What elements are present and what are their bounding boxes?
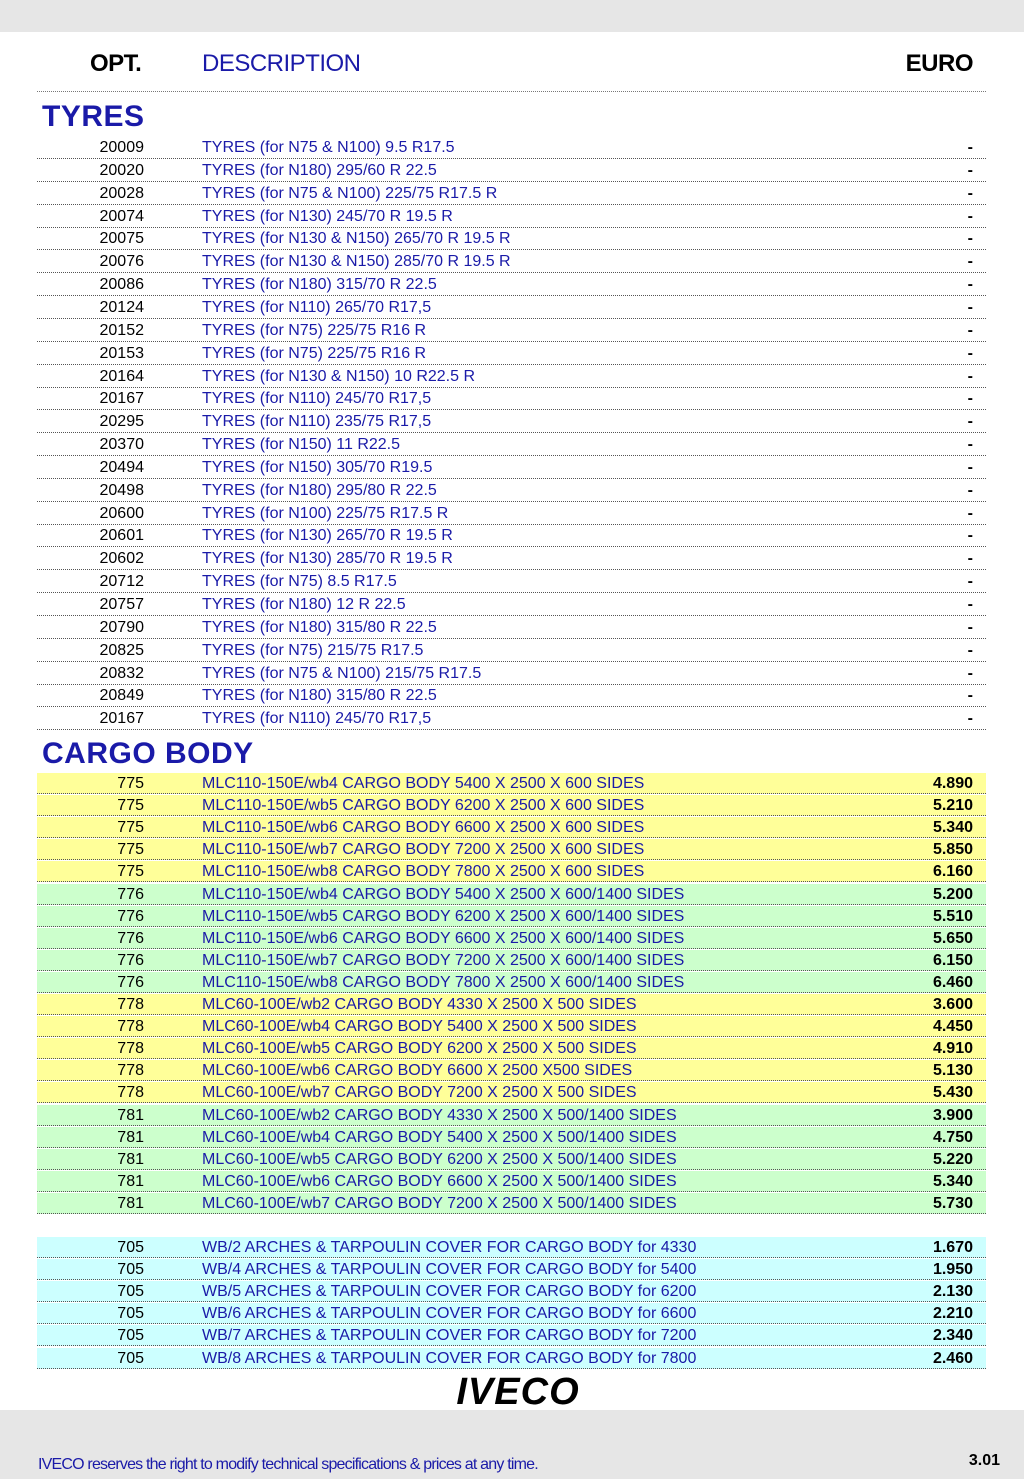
option-price: -	[967, 276, 973, 294]
option-description: TYRES (for N180) 315/70 R 22.5	[202, 276, 437, 294]
table-row	[37, 503, 986, 525]
option-description: MLC60-100E/wb6 CARGO BODY 6600 X 2500 X 500/1400 SIDES	[202, 1172, 677, 1190]
table-row	[37, 708, 986, 730]
option-description: MLC60-100E/wb5 CARGO BODY 6200 X 2500 X 500/1400 SIDES	[202, 1150, 677, 1168]
option-code: 20498	[99, 481, 144, 499]
option-description: MLC110-150E/wb6 CARGO BODY 6600 X 2500 X 600/1400 SIDES	[202, 929, 685, 947]
option-price: -	[967, 618, 973, 636]
option-description: WB/8 ARCHES & TARPOULIN COVER FOR CARGO BODY for 7800	[202, 1349, 697, 1367]
option-description: MLC110-150E/wb6 CARGO BODY 6600 X 2500 X 600 SIDES	[202, 819, 645, 837]
option-description: TYRES (for N180) 295/60 R 22.5	[202, 161, 437, 179]
option-code: 20167	[99, 390, 144, 408]
option-price: -	[967, 161, 973, 179]
option-code: 705	[117, 1327, 144, 1345]
table-row	[37, 773, 986, 794]
option-description: TYRES (for N130) 245/70 R 19.5 R	[202, 207, 453, 225]
option-description: MLC60-100E/wb4 CARGO BODY 5400 X 2500 X 500/1400 SIDES	[202, 1128, 677, 1146]
option-code: 778	[117, 996, 144, 1013]
option-description: TYRES (for N110) 245/70 R17,5	[202, 390, 432, 408]
option-price: -	[967, 458, 973, 476]
option-price: 2.460	[932, 1349, 973, 1367]
option-description: TYRES (for N75) 225/75 R16 R	[202, 321, 427, 339]
option-price: -	[967, 139, 973, 156]
table-row	[37, 137, 986, 159]
option-price: 5.510	[932, 907, 973, 925]
top-band	[0, 0, 1024, 32]
table-row	[37, 1281, 986, 1302]
option-description: TYRES (for N180) 315/80 R 22.5	[202, 618, 437, 636]
option-code: 775	[117, 775, 144, 792]
option-code: 781	[117, 1172, 144, 1190]
option-price: -	[967, 527, 973, 545]
table-row	[37, 411, 986, 433]
option-description: TYRES (for N110) 245/70 R17,5	[202, 710, 432, 728]
table-row	[37, 548, 986, 570]
option-code: 20712	[99, 573, 144, 591]
option-code: 20370	[99, 436, 144, 454]
option-price: -	[967, 207, 973, 225]
option-code: 776	[117, 885, 144, 903]
option-price: -	[967, 298, 973, 316]
option-price: 5.850	[932, 841, 973, 859]
option-code: 20124	[99, 298, 144, 316]
option-code: 776	[117, 973, 144, 991]
option-code: 20076	[99, 253, 144, 271]
option-code: 20825	[99, 641, 144, 659]
option-code: 705	[117, 1349, 144, 1367]
table-row	[37, 950, 986, 971]
option-description: TYRES (for N110) 235/75 R17,5	[202, 413, 432, 431]
table-row	[37, 343, 986, 365]
option-description: WB/5 ARCHES & TARPOULIN COVER FOR CARGO BODY for 6200	[202, 1283, 697, 1301]
option-description: MLC110-150E/wb5 CARGO BODY 6200 X 2500 X 600 SIDES	[202, 797, 645, 815]
option-price: 3.600	[932, 996, 973, 1013]
option-code: 776	[117, 951, 144, 969]
option-description: WB/4 ARCHES & TARPOULIN COVER FOR CARGO BODY for 5400	[202, 1261, 697, 1279]
table-row	[37, 274, 986, 296]
option-price: -	[967, 321, 973, 339]
option-description: TYRES (for N75 & N100) 9.5 R17.5	[202, 139, 455, 156]
option-code: 20009	[99, 139, 144, 156]
table-row	[37, 206, 986, 228]
table-row	[37, 928, 986, 949]
option-description: MLC60-100E/wb2 CARGO BODY 4330 X 2500 X 500/1400 SIDES	[202, 1106, 677, 1124]
option-code: 20601	[99, 527, 144, 545]
option-description: WB/2 ARCHES & TARPOULIN COVER FOR CARGO BODY for 4330	[202, 1239, 697, 1256]
table-row	[37, 1082, 986, 1103]
page-number: 3.01	[968, 1452, 1000, 1469]
table-row	[37, 795, 986, 816]
header-opt: OPT.	[90, 50, 142, 77]
option-code: 20295	[99, 413, 144, 431]
option-price: 5.200	[932, 885, 973, 903]
table-row	[37, 839, 986, 860]
option-code: 781	[117, 1128, 144, 1146]
table-row	[37, 1259, 986, 1280]
section-title-cargo-body: CARGO BODY	[42, 737, 254, 770]
table-row	[37, 1325, 986, 1346]
option-description: MLC110-150E/wb4 CARGO BODY 5400 X 2500 X 600/1400 SIDES	[202, 885, 685, 903]
option-description: TYRES (for N130 & N150) 265/70 R 19.5 R	[202, 230, 511, 248]
option-description: TYRES (for N150) 11 R22.5	[202, 436, 401, 454]
option-code: 705	[117, 1305, 144, 1323]
table-row	[37, 994, 986, 1015]
option-code: 20074	[99, 207, 144, 225]
table-row	[37, 434, 986, 456]
option-code: 778	[117, 1084, 144, 1102]
option-code: 775	[117, 841, 144, 859]
option-price: 4.910	[932, 1040, 973, 1058]
table-row	[37, 884, 986, 905]
option-description: MLC110-150E/wb4 CARGO BODY 5400 X 2500 X 600 SIDES	[202, 775, 645, 792]
option-code: 20849	[99, 687, 144, 705]
option-code: 20757	[99, 596, 144, 613]
option-price: -	[967, 481, 973, 499]
option-price: -	[967, 573, 973, 591]
option-price: 2.130	[932, 1283, 973, 1301]
option-description: TYRES (for N75) 215/75 R17.5	[202, 641, 424, 659]
table-row	[37, 366, 986, 388]
option-description: TYRES (for N75) 225/75 R16 R	[202, 344, 427, 362]
option-code: 20153	[99, 344, 144, 362]
option-code: 775	[117, 863, 144, 881]
option-code: 20020	[99, 161, 144, 179]
option-code: 20164	[99, 367, 144, 385]
option-description: MLC110-150E/wb5 CARGO BODY 6200 X 2500 X 600/1400 SIDES	[202, 907, 685, 925]
table-row	[37, 457, 986, 479]
option-description: TYRES (for N180) 315/80 R 22.5	[202, 687, 437, 705]
option-price: -	[967, 710, 973, 728]
option-price: 5.340	[932, 819, 973, 837]
table-row	[37, 1171, 986, 1192]
table-row	[37, 1348, 986, 1369]
table-row	[37, 1105, 986, 1126]
option-description: TYRES (for N130 & N150) 10 R22.5 R	[202, 367, 476, 385]
table-row	[37, 228, 986, 250]
option-description: WB/7 ARCHES & TARPOULIN COVER FOR CARGO BODY for 7200	[202, 1327, 697, 1345]
option-description: TYRES (for N180) 295/80 R 22.5	[202, 481, 437, 499]
option-code: 20028	[99, 184, 144, 202]
table-row	[37, 297, 986, 319]
option-price: 1.950	[932, 1261, 973, 1279]
option-code: 20600	[99, 504, 144, 522]
option-code: 705	[117, 1261, 144, 1279]
table-row	[37, 617, 986, 639]
option-price: 1.670	[932, 1239, 973, 1256]
option-code: 776	[117, 929, 144, 947]
section-title-tyres: TYRES	[42, 100, 145, 133]
option-code: 775	[117, 819, 144, 837]
option-price: -	[967, 641, 973, 659]
option-price: 5.130	[932, 1062, 973, 1080]
iveco-logo-text: IVECO	[456, 1374, 580, 1408]
option-code: 20086	[99, 276, 144, 294]
table-row	[37, 1038, 986, 1059]
option-price: 5.730	[932, 1194, 973, 1212]
table-row	[37, 1149, 986, 1170]
table-row	[37, 251, 986, 273]
table-row	[37, 571, 986, 593]
table-row	[37, 320, 986, 342]
option-code: 778	[117, 1040, 144, 1058]
option-code: 20832	[99, 664, 144, 682]
option-price: 4.890	[932, 775, 973, 792]
option-price: 5.220	[932, 1150, 973, 1168]
option-description: TYRES (for N130) 265/70 R 19.5 R	[202, 527, 453, 545]
option-price: -	[967, 550, 973, 568]
option-description: WB/6 ARCHES & TARPOULIN COVER FOR CARGO BODY for 6600	[202, 1305, 697, 1323]
option-description: MLC60-100E/wb5 CARGO BODY 6200 X 2500 X 500 SIDES	[202, 1040, 637, 1058]
option-price: 4.450	[932, 1018, 973, 1036]
option-code: 705	[117, 1283, 144, 1301]
option-price: -	[967, 687, 973, 705]
option-price: 6.460	[932, 973, 973, 991]
option-price: 3.900	[932, 1106, 973, 1124]
option-price: 2.340	[932, 1327, 973, 1345]
option-description: TYRES (for N130) 285/70 R 19.5 R	[202, 550, 453, 568]
table-row	[37, 1127, 986, 1148]
option-price: -	[967, 184, 973, 202]
option-description: MLC60-100E/wb7 CARGO BODY 7200 X 2500 X 500/1400 SIDES	[202, 1194, 677, 1212]
table-row	[37, 1060, 986, 1081]
option-description: MLC60-100E/wb7 CARGO BODY 7200 X 2500 X 500 SIDES	[202, 1084, 637, 1102]
option-code: 781	[117, 1106, 144, 1124]
header-euro: EURO	[905, 50, 973, 77]
option-price: 5.650	[932, 929, 973, 947]
option-description: TYRES (for N110) 265/70 R17,5	[202, 298, 432, 316]
option-price: -	[967, 344, 973, 362]
option-code: 20152	[99, 321, 144, 339]
option-description: MLC110-150E/wb8 CARGO BODY 7800 X 2500 X 600/1400 SIDES	[202, 973, 685, 991]
table-row	[37, 594, 986, 616]
option-description: TYRES (for N130 & N150) 285/70 R 19.5 R	[202, 253, 511, 271]
option-price: -	[967, 504, 973, 522]
table-row	[37, 1016, 986, 1037]
option-code: 778	[117, 1062, 144, 1080]
table-row	[37, 183, 986, 205]
option-price: -	[967, 367, 973, 385]
option-code: 776	[117, 907, 144, 925]
option-price: -	[967, 230, 973, 248]
option-code: 781	[117, 1150, 144, 1168]
option-description: MLC110-150E/wb7 CARGO BODY 7200 X 2500 X 600 SIDES	[202, 841, 645, 859]
option-description: TYRES (for N150) 305/70 R19.5	[202, 458, 433, 476]
table-row	[37, 906, 986, 927]
option-price: 4.750	[932, 1128, 973, 1146]
option-price: -	[967, 436, 973, 454]
option-price: -	[967, 413, 973, 431]
table-row	[37, 1237, 986, 1258]
table-row	[37, 160, 986, 182]
option-description: MLC60-100E/wb4 CARGO BODY 5400 X 2500 X 500 SIDES	[202, 1018, 637, 1036]
table-row	[37, 817, 986, 838]
option-price: 6.150	[932, 951, 973, 969]
option-code: 20075	[99, 230, 144, 248]
option-description: TYRES (for N100) 225/75 R17.5 R	[202, 504, 449, 522]
table-row	[37, 525, 986, 547]
footer-disclaimer: IVECO reserves the right to modify technical specifications & prices at any time.	[38, 1456, 538, 1473]
option-description: TYRES (for N75) 8.5 R17.5	[202, 573, 397, 591]
option-price: -	[967, 664, 973, 682]
option-price: 2.210	[932, 1305, 973, 1323]
table-row	[37, 1303, 986, 1324]
table-row	[37, 663, 986, 685]
option-price: 5.210	[932, 797, 973, 815]
option-price: 5.340	[932, 1172, 973, 1190]
table-row	[37, 1193, 986, 1214]
option-description: TYRES (for N75 & N100) 225/75 R17.5 R	[202, 184, 498, 202]
option-code: 20602	[99, 550, 144, 568]
option-code: 781	[117, 1194, 144, 1212]
table-header	[37, 48, 986, 92]
table-row	[37, 388, 986, 410]
header-description: DESCRIPTION	[202, 50, 361, 77]
option-code: 775	[117, 797, 144, 815]
option-description: TYRES (for N75 & N100) 215/75 R17.5	[202, 664, 482, 682]
option-code: 20494	[99, 458, 144, 476]
option-price: 6.160	[932, 863, 973, 881]
option-description: MLC110-150E/wb7 CARGO BODY 7200 X 2500 X 600/1400 SIDES	[202, 951, 685, 969]
table-row	[37, 480, 986, 502]
option-description: TYRES (for N180) 12 R 22.5	[202, 596, 406, 613]
option-description: MLC110-150E/wb8 CARGO BODY 7800 X 2500 X 600 SIDES	[202, 863, 645, 881]
table-row	[37, 972, 986, 993]
option-code: 705	[117, 1239, 144, 1256]
option-code: 20167	[99, 710, 144, 728]
option-price: -	[967, 253, 973, 271]
option-description: MLC60-100E/wb6 CARGO BODY 6600 X 2500 X500 SIDES	[202, 1062, 633, 1080]
table-row	[37, 640, 986, 662]
table-row	[37, 685, 986, 707]
option-description: MLC60-100E/wb2 CARGO BODY 4330 X 2500 X 500 SIDES	[202, 996, 637, 1013]
iveco-logo	[443, 1374, 593, 1408]
option-code: 778	[117, 1018, 144, 1036]
table-row	[37, 861, 986, 882]
option-price: -	[967, 596, 973, 613]
option-price: 5.430	[932, 1084, 973, 1102]
option-price: -	[967, 390, 973, 408]
option-code: 20790	[99, 618, 144, 636]
